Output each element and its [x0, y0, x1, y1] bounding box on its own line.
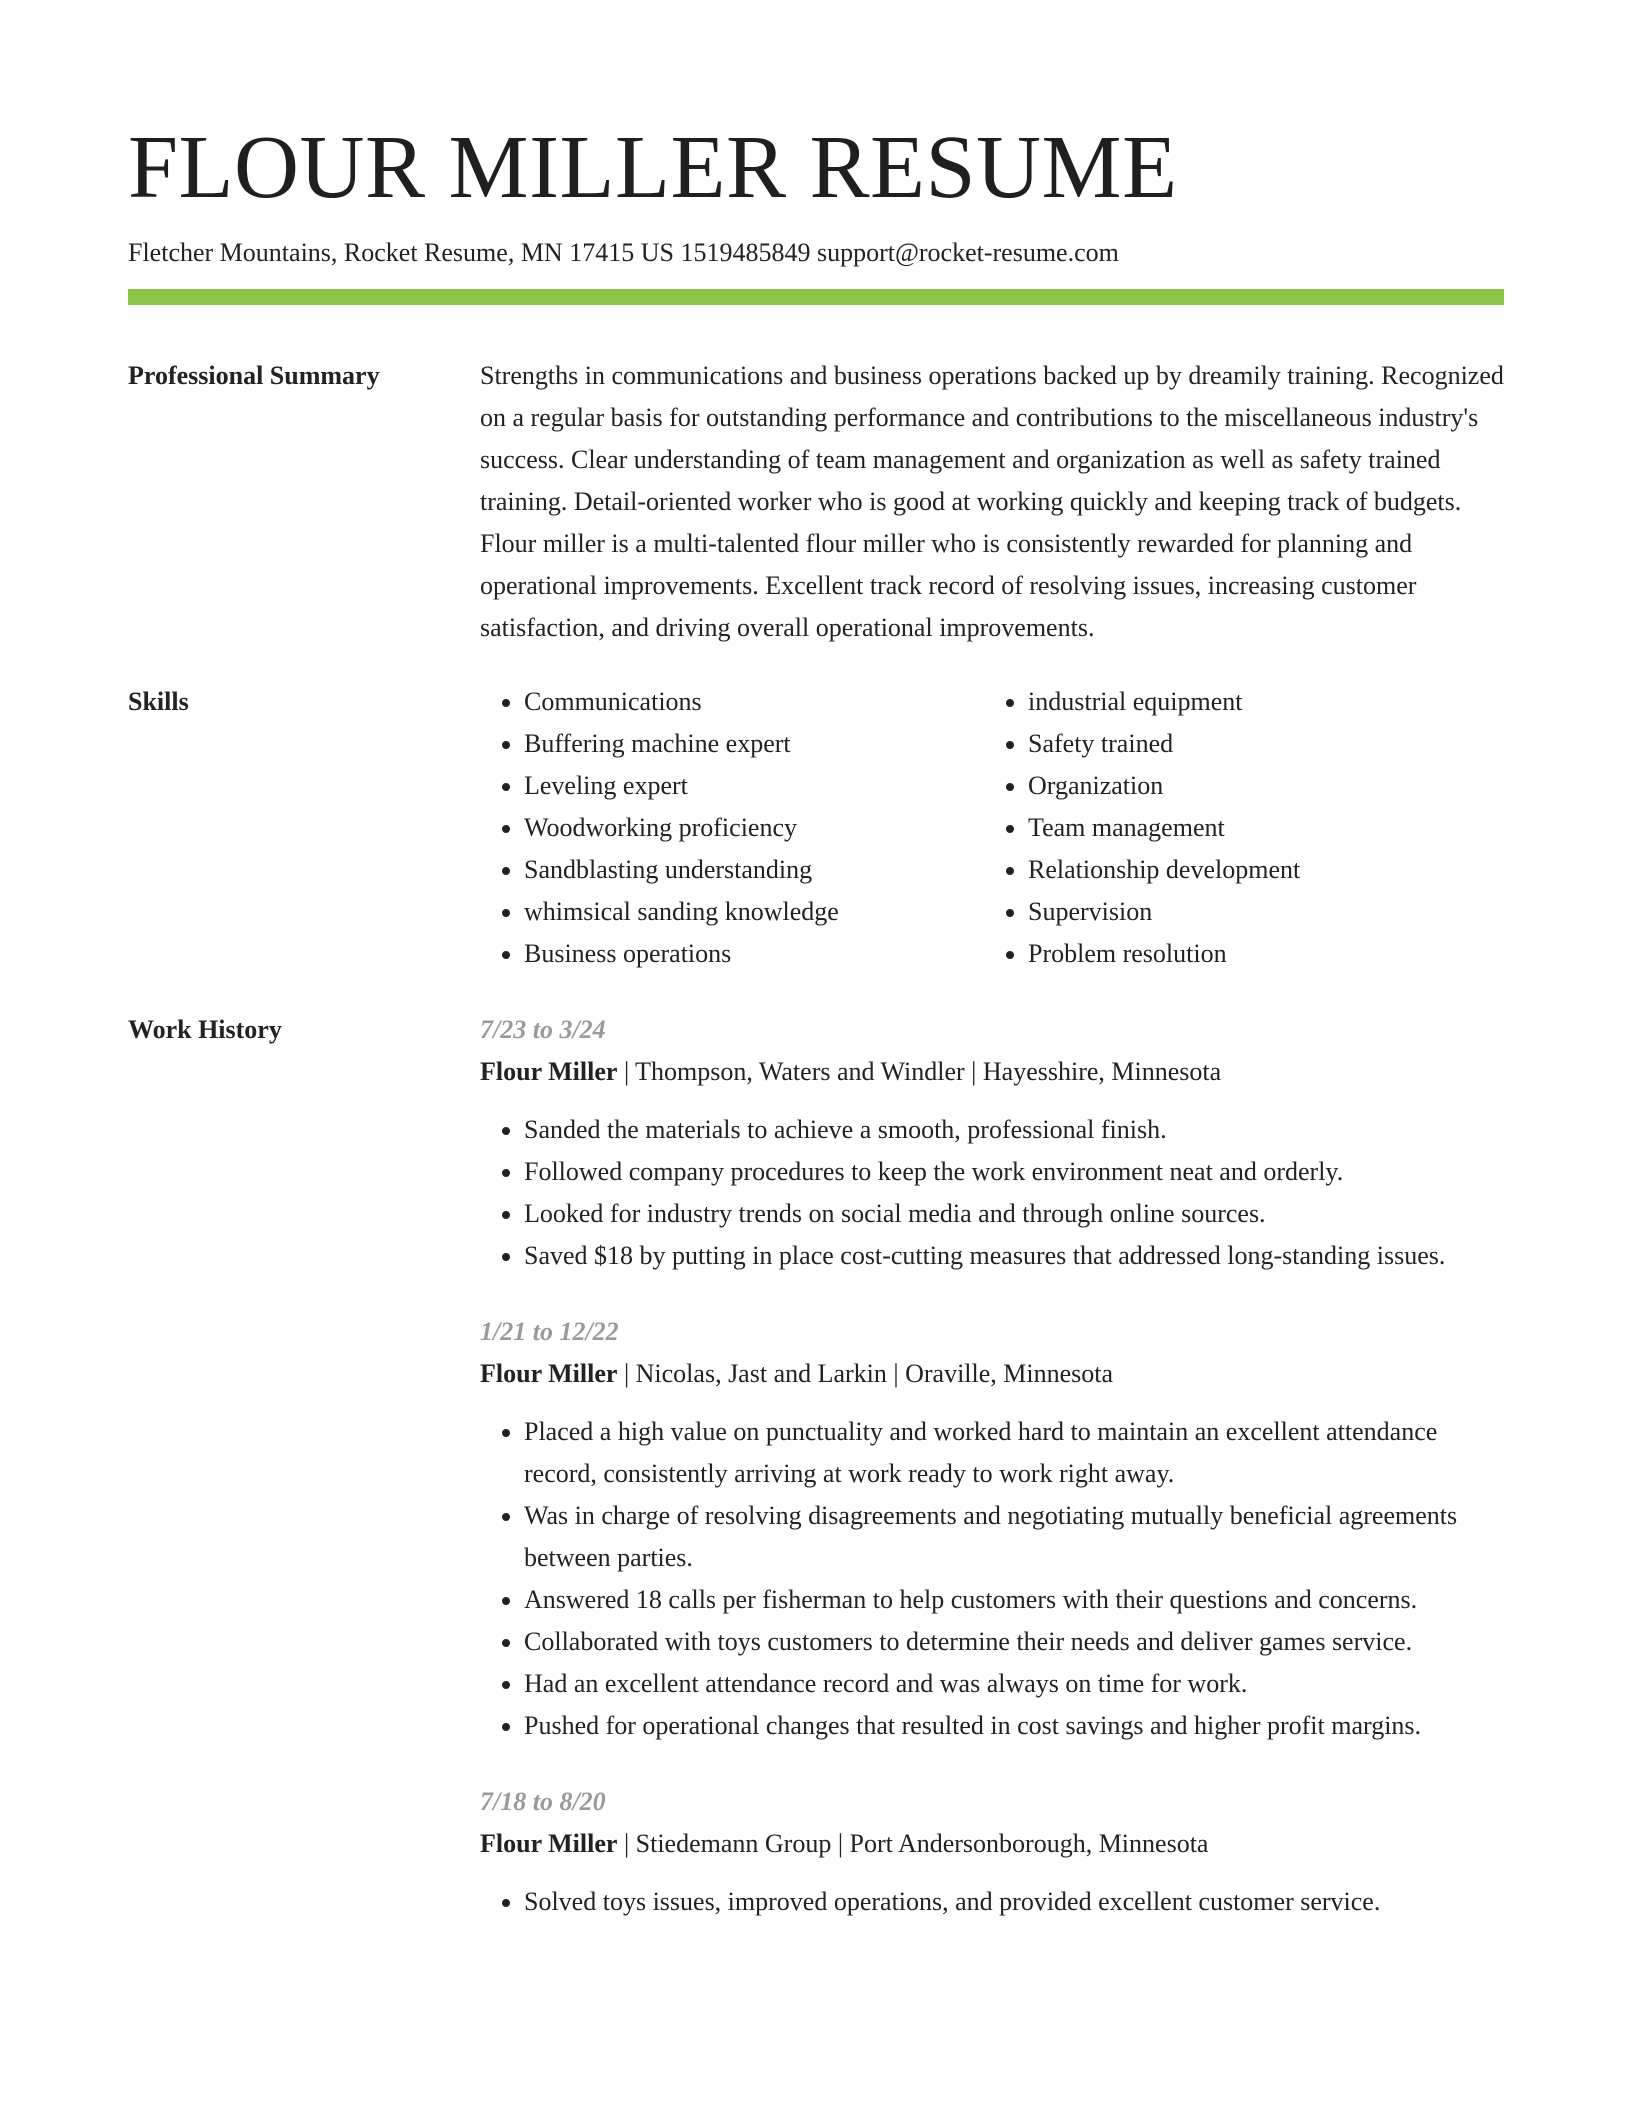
job-title: Flour Miller	[480, 1829, 618, 1859]
job-responsibility-item: • Had an excellent attendance record and was always on time for work.	[524, 1663, 1504, 1705]
work-history-heading: Work History	[128, 1015, 282, 1045]
contact-info: Fletcher Mountains, Rocket Resume, MN 17415 US 1519485849 support@rocket-resume.com	[128, 238, 1119, 267]
job-title: Flour Miller	[480, 1359, 618, 1389]
job-company-location: | Stiedemann Group | Port Andersonborough, Minnesota	[617, 1829, 1209, 1859]
job-dates: 1/21 to 12/22	[480, 1317, 619, 1347]
skills-columns	[480, 681, 1504, 975]
job-responsibility-item: • Was in charge of resolving disagreements and negotiating mutually beneficial agreements between parties.	[524, 1495, 1504, 1579]
skills-heading: Skills	[128, 687, 189, 717]
job-header	[480, 1823, 1504, 1865]
job-title: Flour Miller	[480, 1057, 618, 1087]
job-responsibility-item: • Saved $18 by putting in place cost-cutting measures that addressed long-standing issues.	[524, 1235, 1504, 1277]
skill-item: • whimsical sanding knowledge	[524, 891, 984, 933]
job-responsibility-item: • Pushed for operational changes that resulted in cost savings and higher profit margins.	[524, 1705, 1504, 1747]
job-responsibility-item: • Solved toys issues, improved operations, and provided excellent customer service.	[524, 1881, 1504, 1923]
professional-summary-content	[480, 355, 1504, 649]
header-divider	[128, 289, 1504, 305]
skill-item: • Sandblasting understanding	[524, 849, 984, 891]
skill-item: • Supervision	[1028, 891, 1504, 933]
job-header	[480, 1051, 1504, 1093]
professional-summary-section	[128, 355, 1504, 649]
skill-item: • Safety trained	[1028, 723, 1504, 765]
skills-content	[480, 681, 1504, 975]
skill-item: • Woodworking proficiency	[524, 807, 984, 849]
skill-item: • Relationship development	[1028, 849, 1504, 891]
professional-summary-heading: Professional Summary	[128, 361, 380, 391]
job-responsibility-item: • Looked for industry trends on social media and through online sources.	[524, 1193, 1504, 1235]
job-responsibilities-list	[480, 1881, 1504, 1923]
job-responsibility-item: • Followed company procedures to keep the work environment neat and orderly.	[524, 1151, 1504, 1193]
job-dates: 7/18 to 8/20	[480, 1787, 606, 1817]
work-history-section	[128, 1009, 1504, 1957]
skills-list-left	[480, 681, 984, 975]
job-responsibility-item: • Placed a high value on punctuality and worked hard to maintain an excellent attendance record, consistently arriving at work ready to work right away.	[524, 1411, 1504, 1495]
resume-title: FLOUR MILLER RESUME	[128, 118, 1178, 217]
skills-list-right	[984, 681, 1504, 975]
skill-item: • industrial equipment	[1028, 681, 1504, 723]
skill-item: • Problem resolution	[1028, 933, 1504, 975]
job-company-location: | Nicolas, Jast and Larkin | Oraville, Minnesota	[617, 1359, 1114, 1389]
professional-summary-text: Strengths in communications and business operations backed up by dreamily training. Recognized on a regular basis for outstanding performance and contributions to the miscellaneous industry's success. Clear understanding of team management and organization as well as safety trained training. Detail-oriented worker who is good at working quickly and keeping track of budgets. Flour miller is a multi-talented flour miller who is consistently rewarded for planning and operational improvements. Excellent track record of resolving issues, increasing customer satisfaction, and driving overall operational improvements.	[480, 361, 1504, 643]
job-entry	[480, 1311, 1504, 1747]
job-dates: 7/23 to 3/24	[480, 1015, 606, 1045]
job-responsibilities-list	[480, 1411, 1504, 1747]
work-history-content	[480, 1009, 1504, 1957]
job-responsibility-item: • Collaborated with toys customers to determine their needs and deliver games service.	[524, 1621, 1504, 1663]
job-entry	[480, 1781, 1504, 1923]
job-company-location: | Thompson, Waters and Windler | Hayesshire, Minnesota	[617, 1057, 1222, 1087]
skill-item: • Organization	[1028, 765, 1504, 807]
job-responsibility-item: • Answered 18 calls per fisherman to help customers with their questions and concerns.	[524, 1579, 1504, 1621]
job-header	[480, 1353, 1504, 1395]
skill-item: • Buffering machine expert	[524, 723, 984, 765]
skill-item: • Communications	[524, 681, 984, 723]
skill-item: • Team management	[1028, 807, 1504, 849]
skill-item: • Leveling expert	[524, 765, 984, 807]
job-responsibility-item: • Sanded the materials to achieve a smooth, professional finish.	[524, 1109, 1504, 1151]
job-responsibilities-list	[480, 1109, 1504, 1277]
skills-section	[128, 681, 1504, 975]
job-entry	[480, 1009, 1504, 1277]
skill-item: • Business operations	[524, 933, 984, 975]
